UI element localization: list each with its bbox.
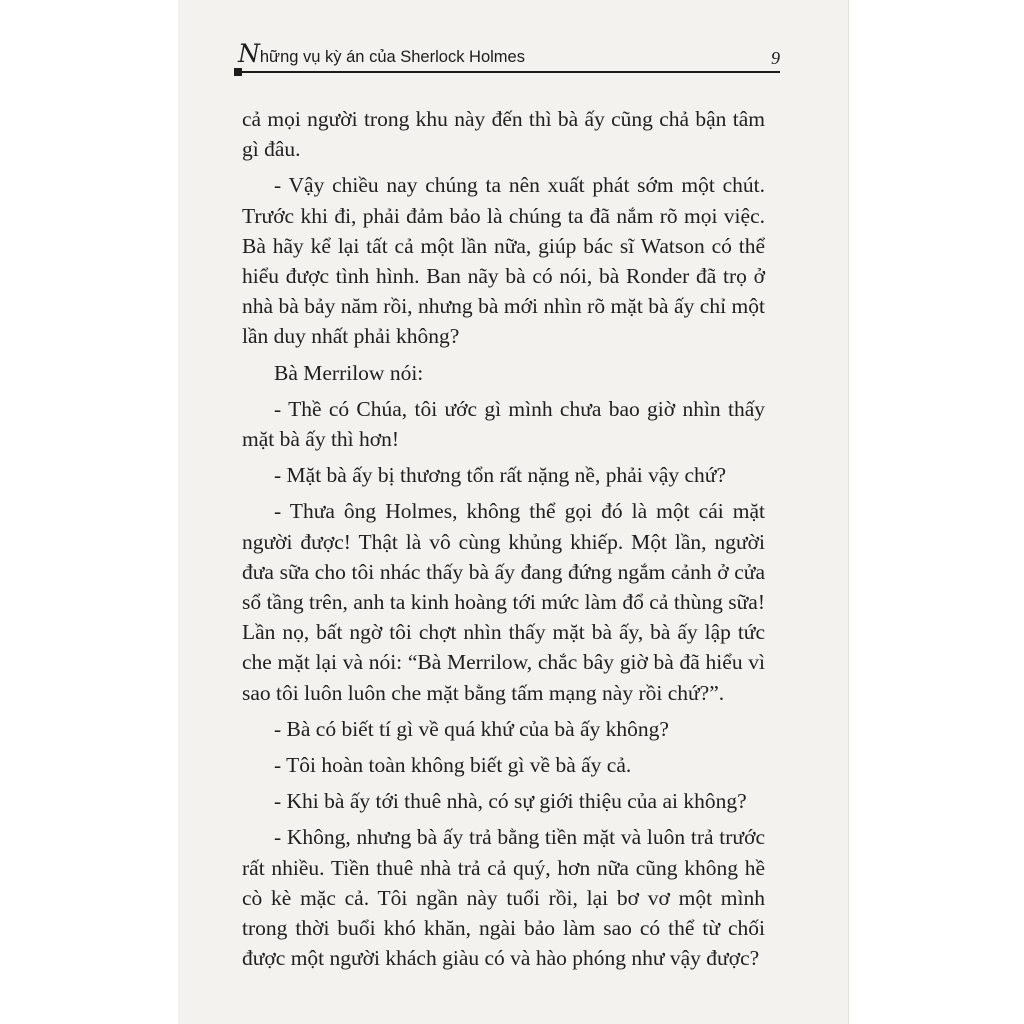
header-rule-marker <box>234 68 242 76</box>
paragraph: - Thưa ông Holmes, không thể gọi đó là một cái mặt người được! Thật là vô cùng khủng khiếp. Một lần, người đưa sữa cho tôi nhác thấy bà ấy đang đứng ngắm cảnh ở cửa sổ tầng trên, anh ta kinh hoàng tới mức làm đổ cả thùng sữa! Lần nọ, bất ngờ tôi chợt nhìn thấy mặt bà ấy, bà ấy lập tức che mặt lại và nói: “Bà Merrilow, chắc bây giờ bà đã hiểu vì sao tôi luôn luôn che mặt bằng tấm mạng này rồi chứ?”. <box>242 499 765 705</box>
paragraph: - Tôi hoàn toàn không biết gì về bà ấy cả. <box>274 753 632 778</box>
paragraph: - Không, nhưng bà ấy trả bằng tiền mặt và luôn trả trước rất nhiều. Tiền thuê nhà trả cả quý, hơn nữa cũng không hề cò kè mặc cả. Tôi ngần này tuổi rồi, lại bơ vơ một mình trong thời buổi khó khăn, ngài bảo làm sao có thể từ chối được một người khách giàu có và hào phóng như vậy được? <box>242 825 765 971</box>
book-title <box>238 39 525 68</box>
paragraph: cả mọi người trong khu này đến thì bà ấy cũng chả bận tâm gì đâu. <box>242 107 765 162</box>
page-body <box>242 104 765 979</box>
title-text: hững vụ kỳ án của Sherlock Holmes <box>259 48 525 66</box>
paragraph: - Mặt bà ấy bị thương tổn rất nặng nề, phải vậy chứ? <box>274 463 727 488</box>
paragraph: - Khi bà ấy tới thuê nhà, có sự giới thiệu của ai không? <box>274 789 747 814</box>
paragraph: - Thề có Chúa, tôi ước gì mình chưa bao giờ nhìn thấy mặt bà ấy thì hơn! <box>242 396 765 452</box>
title-initial: N <box>238 39 259 68</box>
running-header <box>238 36 780 74</box>
paragraph: Bà Merrilow nói: <box>274 360 424 385</box>
paragraph: - Bà có biết tí gì về quá khứ của bà ấy không? <box>274 716 669 741</box>
page-number: 9 <box>771 48 780 68</box>
paragraph: - Vậy chiều nay chúng ta nên xuất phát sớm một chút. Trước khi đi, phải đảm bảo là chúng ta đã nắm rõ mọi việc. Bà hãy kể lại tất cả một lần nữa, giúp bác sĩ Watson có thể hiểu được tình hình. Ban nãy bà có nói, bà Ronder đã trọ ở nhà bà bảy năm rồi, nhưng bà mới nhìn rõ mặt bà ấy chỉ một lần duy nhất phải không? <box>242 173 765 349</box>
book-page <box>178 0 848 1024</box>
header-rule <box>238 71 780 73</box>
